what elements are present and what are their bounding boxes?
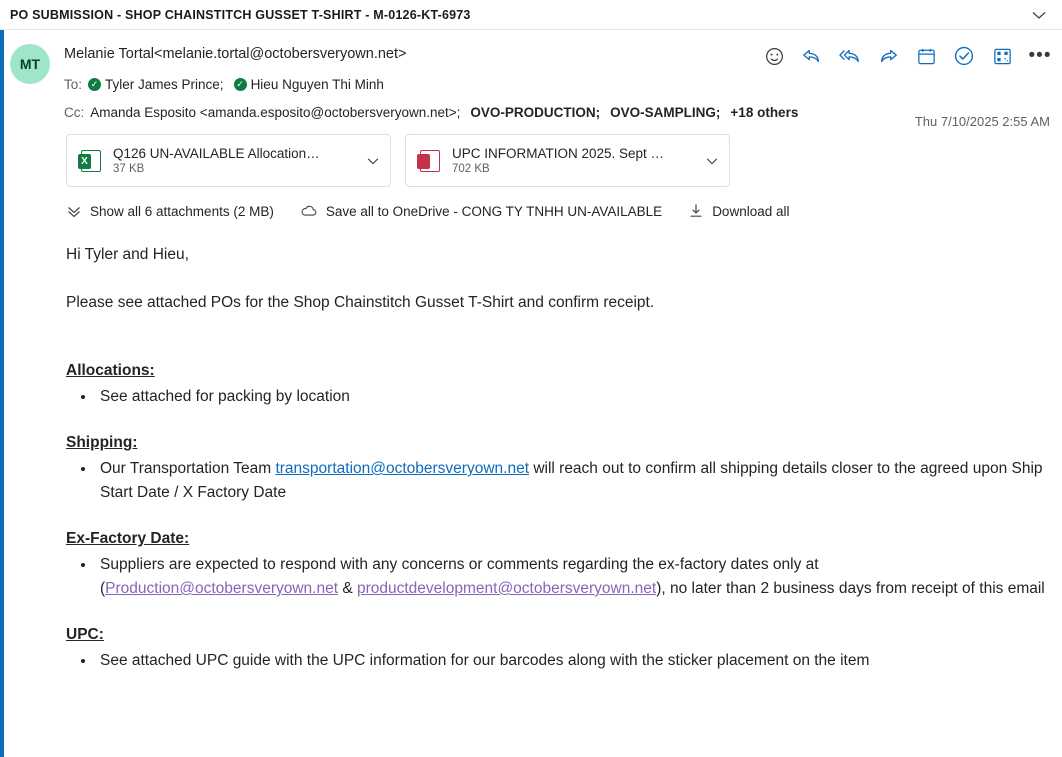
list-item-text-post: ), no later than 2 business days from receipt of this email	[656, 580, 1045, 597]
transportation-email-link[interactable]: transportation@octobersveryown.net	[275, 460, 530, 477]
cc-recipient-0[interactable]: Amanda Esposito <amanda.esposito@octobersveryown.net>;	[90, 105, 461, 120]
list-item	[96, 385, 1046, 409]
verified-icon: ✓	[88, 78, 101, 91]
forward-icon[interactable]	[876, 44, 900, 68]
recipient-chip[interactable]	[234, 77, 384, 92]
body-greeting: Hi Tyler and Hieu,	[66, 246, 189, 263]
section-list-allocations	[66, 385, 1046, 409]
save-all-onedrive-button[interactable]	[300, 203, 662, 219]
attachment-card-xlsx[interactable]	[66, 134, 391, 187]
avatar: MT	[10, 44, 50, 84]
calendar-icon[interactable]	[914, 44, 938, 68]
collapse-chevron-icon[interactable]	[1028, 4, 1050, 26]
message-pane	[0, 30, 1062, 673]
verified-icon: ✓	[234, 78, 247, 91]
attachment-actions	[0, 187, 1062, 219]
download-all-label: Download all	[712, 203, 790, 219]
attachment-size: 37 KB	[113, 163, 145, 175]
attachment-name: UPC INFORMATION 2025. Sept …	[452, 146, 665, 161]
body-intro: Please see attached POs for the Shop Chainstitch Gusset T-Shirt and confirm receipt.	[66, 294, 655, 311]
message-header	[0, 30, 1062, 129]
recipient-chip[interactable]	[88, 77, 224, 92]
message-timestamp: Thu 7/10/2025 2:55 AM	[914, 114, 1050, 129]
show-all-attachments-label: Show all 6 attachments (2 MB)	[90, 203, 274, 219]
download-all-button[interactable]	[688, 203, 789, 219]
cc-field	[64, 105, 1050, 120]
section-list-shipping	[66, 457, 1046, 505]
chevron-down-icon[interactable]	[356, 134, 390, 187]
list-item-text: Suppliers are expected to respond with any concerns or comments regarding the ex-factory dates only at (	[100, 556, 819, 597]
section-heading-allocations: Allocations:	[66, 362, 155, 379]
productdevelopment-email-link[interactable]: productdevelopment@octobersveryown.net	[356, 580, 657, 597]
reply-all-icon[interactable]	[838, 44, 862, 68]
save-all-onedrive-label: Save all to OneDrive - CONG TY TNHH UN-AVAILABLE	[325, 203, 663, 219]
attachment-name: Q126 UN-AVAILABLE Allocation…	[113, 146, 320, 161]
message-toolbar	[762, 44, 1052, 68]
show-all-attachments-button[interactable]	[66, 203, 274, 219]
section-heading-shipping: Shipping:	[66, 434, 138, 451]
more-options-icon[interactable]: •••	[1028, 45, 1052, 66]
list-item	[96, 457, 1046, 505]
list-item-text: See attached for packing by location	[100, 388, 350, 405]
list-item	[96, 553, 1046, 601]
list-item	[96, 649, 1046, 673]
download-icon	[688, 203, 704, 219]
section-heading-exfactory: Ex-Factory Date:	[66, 530, 190, 547]
pdf-file-icon	[412, 134, 448, 187]
qr-code-icon[interactable]	[990, 44, 1014, 68]
message-accent-bar	[0, 30, 4, 757]
subject-bar	[0, 0, 1062, 30]
chevron-double-down-icon	[66, 203, 82, 219]
section-list-upc	[66, 649, 1046, 673]
list-item-text-mid: &	[338, 580, 357, 597]
list-item-text: Our Transportation Team	[100, 460, 276, 477]
emoji-icon[interactable]	[762, 44, 786, 68]
cc-more-recipients[interactable]: +18 others	[730, 105, 799, 120]
mark-complete-icon[interactable]	[952, 44, 976, 68]
cloud-icon	[300, 203, 318, 219]
section-heading-upc: UPC:	[66, 626, 104, 643]
reply-icon[interactable]	[800, 44, 824, 68]
to-recipient-1: Hieu Nguyen Thi Minh	[250, 77, 384, 92]
attachment-card-pdf[interactable]	[405, 134, 730, 187]
page-title: PO SUBMISSION - SHOP CHAINSTITCH GUSSET T-SHIRT - M-0126-KT-6973	[10, 7, 471, 22]
chevron-down-icon[interactable]	[695, 134, 729, 187]
list-item-text: See attached UPC guide with the UPC information for our barcodes along with the sticker placement on the item	[100, 652, 870, 669]
to-field	[64, 77, 1050, 92]
cc-group-1[interactable]: OVO-SAMPLING;	[610, 105, 721, 120]
production-email-link[interactable]: Production@octobersveryown.net	[105, 580, 339, 597]
sender-address: Melanie Tortal<melanie.tortal@octobersveryown.net>	[64, 46, 407, 62]
cc-label: Cc:	[64, 105, 85, 120]
cc-group-0[interactable]: OVO-PRODUCTION;	[470, 105, 601, 120]
list-item-text-post: will reach out to confirm all shipping details closer to the agreed upon Ship Start Date / X Factory Date	[100, 460, 1043, 501]
section-list-exfactory	[66, 553, 1046, 601]
to-recipient-0: Tyler James Prince;	[105, 77, 224, 92]
excel-file-icon	[73, 134, 109, 187]
attachment-size: 702 KB	[452, 163, 490, 175]
to-label: To:	[64, 77, 83, 92]
message-body	[0, 219, 1062, 673]
attachment-list	[0, 120, 1062, 187]
